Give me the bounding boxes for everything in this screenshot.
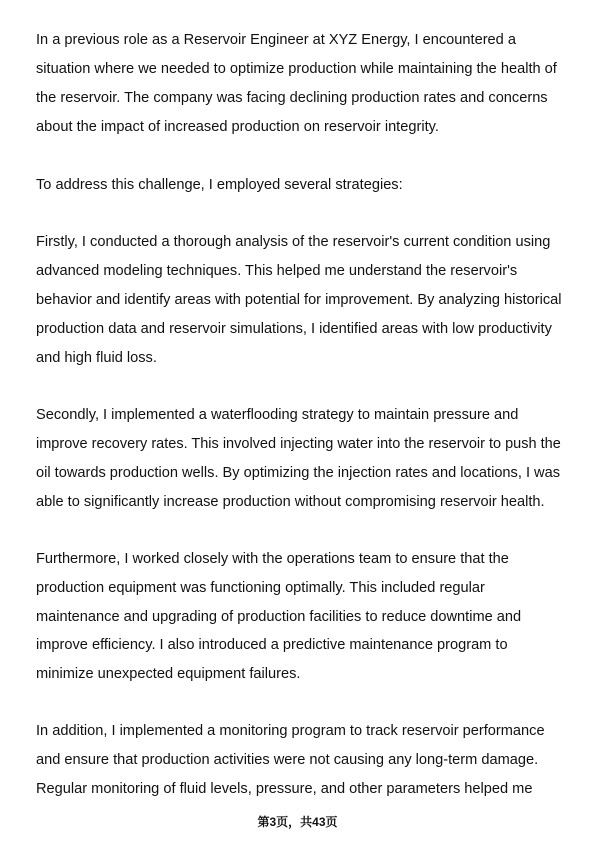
- paragraph-1-line-4: about the impact of increased production on reservoir integrity.: [36, 119, 439, 135]
- paragraph-4-line-3: oil towards production wells. By optimizing the injection rates and locations, I was: [36, 465, 561, 481]
- paragraph-6-line-1: In addition, I implemented a monitoring program to track reservoir performance: [36, 723, 545, 739]
- paragraph-2-line-1: To address this challenge, I employed several strategies:: [36, 177, 403, 193]
- paragraph-5-line-3: maintenance and upgrading of production facilities to reduce downtime and: [36, 609, 522, 625]
- paragraph-5-line-5: minimize unexpected equipment failures.: [36, 666, 301, 682]
- paragraph-6-line-3: Regular monitoring of fluid levels, pressure, and other parameters helped me: [36, 781, 533, 797]
- paragraph-4-line-4: able to significantly increase production without compromising reservoir health.: [36, 494, 545, 510]
- paragraph-1-line-1: In a previous role as a Reservoir Engineer at XYZ Energy, I encountered a: [36, 32, 516, 48]
- paragraph-3-line-1: Firstly, I conducted a thorough analysis of the reservoir's current condition using: [36, 234, 551, 250]
- paragraph-3-line-2: advanced modeling techniques. This helped me understand the reservoir's: [36, 263, 518, 279]
- paragraph-4-line-2: improve recovery rates. This involved injecting water into the reservoir to push the: [36, 436, 561, 452]
- page-number-footer: 第3页，共43页: [257, 815, 338, 829]
- paragraph-3-line-3: behavior and identify areas with potential for improvement. By analyzing historical: [36, 292, 562, 308]
- paragraph-5-line-2: production equipment was functioning optimally. This included regular: [36, 580, 485, 596]
- paragraph-5-line-1: Furthermore, I worked closely with the operations team to ensure that the: [36, 551, 509, 567]
- paragraph-1-line-2: situation where we needed to optimize production while maintaining the health of: [36, 61, 557, 77]
- paragraph-3-line-5: and high fluid loss.: [36, 350, 157, 366]
- paragraph-3-line-4: production data and reservoir simulations, I identified areas with low productivity: [36, 321, 552, 337]
- paragraph-4-line-1: Secondly, I implemented a waterflooding strategy to maintain pressure and: [36, 407, 519, 423]
- paragraph-5-line-4: improve efficiency. I also introduced a predictive maintenance program to: [36, 637, 508, 653]
- paragraph-6-line-2: and ensure that production activities were not causing any long-term damage.: [36, 752, 539, 768]
- paragraph-1-line-3: the reservoir. The company was facing declining production rates and concerns: [36, 90, 548, 106]
